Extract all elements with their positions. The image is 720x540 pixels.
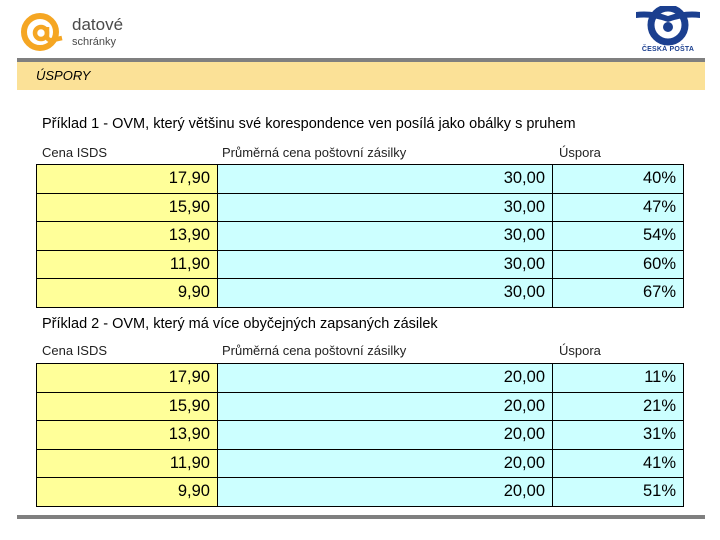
table-row [37, 478, 684, 507]
isds-cell: 15,90 [37, 193, 218, 222]
uspora-cell: 21% [553, 392, 684, 421]
horn-icon [628, 6, 708, 46]
table-row [37, 279, 684, 308]
isds-cell: 11,90 [37, 250, 218, 279]
prumer-cell: 30,00 [218, 165, 553, 194]
prumer-cell: 30,00 [218, 222, 553, 251]
table-row [37, 449, 684, 478]
example1-col-uspora: Úspora [559, 145, 601, 160]
example2-col-prumer: Průměrná cena poštovní zásilky [222, 343, 407, 358]
prumer-cell: 20,00 [218, 364, 553, 393]
uspora-cell: 67% [553, 279, 684, 308]
table-row [37, 364, 684, 393]
example1-table [36, 164, 684, 308]
at-sign-icon [18, 12, 68, 52]
prumer-cell: 20,00 [218, 421, 553, 450]
isds-cell: 9,90 [37, 279, 218, 308]
uspora-cell: 31% [553, 421, 684, 450]
table-row [37, 222, 684, 251]
table-row [37, 193, 684, 222]
isds-cell: 17,90 [37, 165, 218, 194]
uspora-cell: 51% [553, 478, 684, 507]
isds-cell: 13,90 [37, 421, 218, 450]
footer-rule [17, 515, 705, 519]
prumer-cell: 30,00 [218, 193, 553, 222]
isds-cell: 17,90 [37, 364, 218, 393]
example1-col-isds: Cena ISDS [42, 145, 108, 160]
ceska-posta-logo [628, 6, 708, 56]
datove-schranky-logo [18, 12, 158, 52]
prumer-cell: 20,00 [218, 478, 553, 507]
prumer-cell: 30,00 [218, 279, 553, 308]
isds-cell: 15,90 [37, 392, 218, 421]
ceska-posta-text: ČESKÁ POŠTA [641, 46, 695, 53]
prumer-cell: 20,00 [218, 392, 553, 421]
prumer-cell: 20,00 [218, 449, 553, 478]
banner [17, 62, 705, 90]
isds-cell: 9,90 [37, 478, 218, 507]
isds-cell: 11,90 [37, 449, 218, 478]
uspora-cell: 11% [553, 364, 684, 393]
uspora-cell: 47% [553, 193, 684, 222]
banner-title: ÚSPORY [36, 68, 91, 83]
example1-col-prumer: Průměrná cena poštovní zásilky [222, 145, 407, 160]
example2-table [36, 363, 684, 507]
example2-col-isds: Cena ISDS [42, 343, 108, 358]
logo-text-schranky: schránky [72, 36, 117, 48]
uspora-cell: 40% [553, 165, 684, 194]
logo-text-datove: datové [72, 15, 124, 34]
table-row [37, 165, 684, 194]
prumer-cell: 30,00 [218, 250, 553, 279]
isds-cell: 13,90 [37, 222, 218, 251]
uspora-cell: 41% [553, 449, 684, 478]
example2-heading: Příklad 2 - OVM, který má více obyčejných zapsaných zásilek [42, 316, 438, 332]
uspora-cell: 54% [553, 222, 684, 251]
table-row [37, 392, 684, 421]
uspora-cell: 60% [553, 250, 684, 279]
example1-heading: Příklad 1 - OVM, který většinu své korespondence ven posílá jako obálky s pruhem [42, 116, 576, 132]
table-row [37, 421, 684, 450]
table-row [37, 250, 684, 279]
example2-col-uspora: Úspora [559, 343, 601, 358]
